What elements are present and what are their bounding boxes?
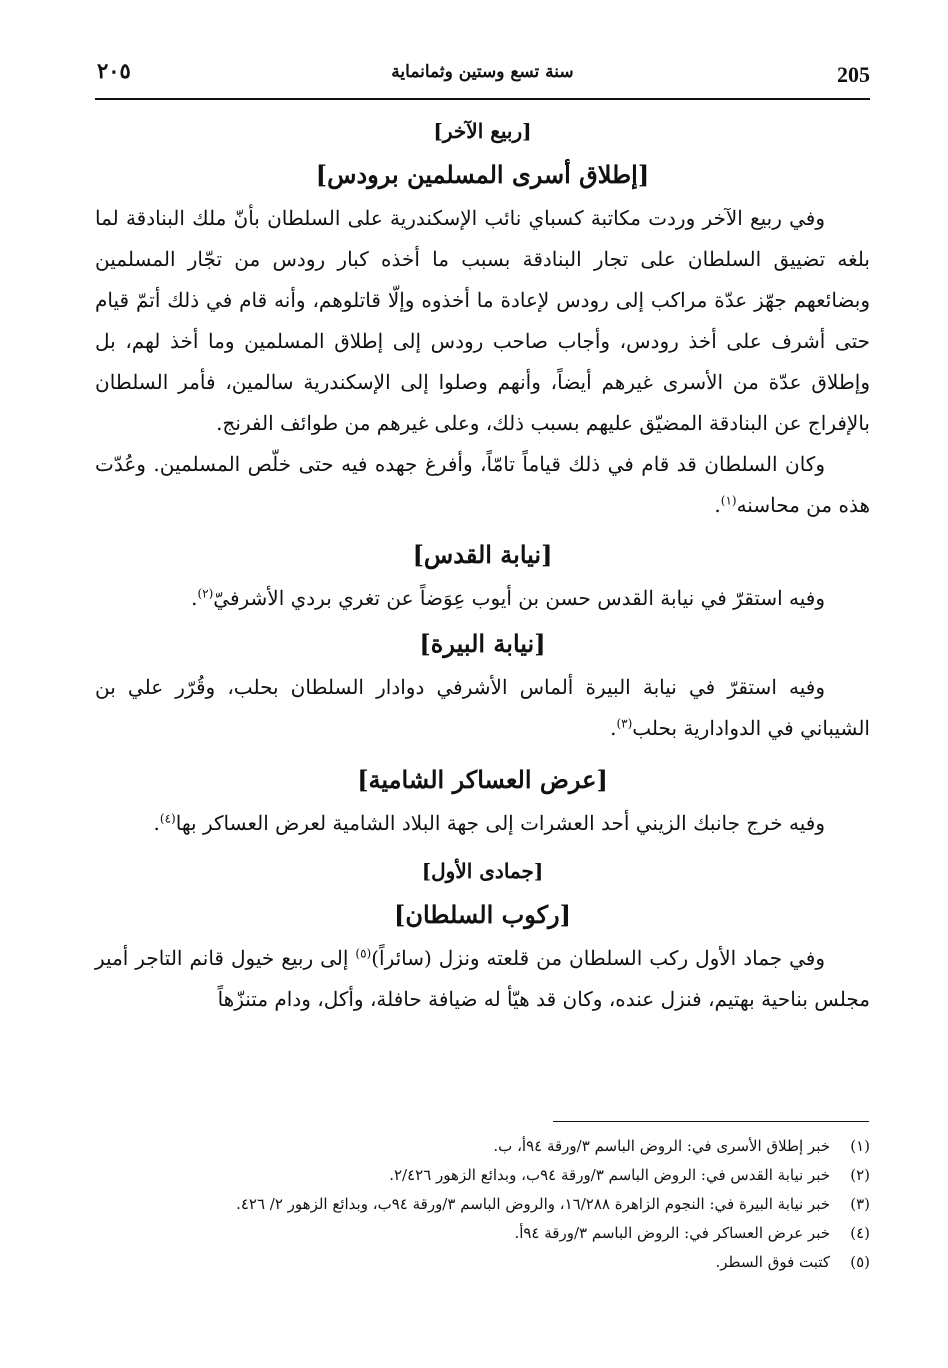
page-number-arabic: ٢٠٥: [97, 58, 131, 83]
section-heading-jerusalem: [نيابة القدس]: [412, 540, 553, 569]
footnote-ref-2[interactable]: (٢): [197, 586, 214, 601]
footnote-ref-1[interactable]: (١): [720, 493, 737, 508]
paragraph-end: .: [153, 811, 160, 835]
footnote-text: خبر نيابة القدس في: الروض الباسم ٣/ورقة ٩٤ب، وبدائع الزهور ٢/٤٢٦.: [389, 1166, 830, 1184]
main-text: [95, 110, 870, 1020]
footnote-1: [95, 1132, 870, 1161]
footnote-4: [95, 1219, 870, 1248]
paragraph-text: وفيه استقرّ في نيابة القدس حسن بن أيوب عِوَضاً عن تغري بردي الأشرفيّ: [213, 586, 825, 610]
section-heading-syrian-troops: [عرض العساكر الشامية]: [357, 765, 608, 794]
footnote-ref-3[interactable]: (٣): [616, 716, 633, 731]
paragraph-text: وفيه خرج جانبك الزيني أحد العشرات إلى جهة البلاد الشامية لعرض العساكر بها: [175, 811, 825, 835]
paragraph-sultan-ride: [95, 938, 870, 1020]
footnotes: [95, 1132, 870, 1277]
paragraph-jerusalem: [95, 578, 870, 619]
paragraph-end: .: [714, 493, 721, 517]
footnote-2: [95, 1161, 870, 1190]
month-heading-jumada-ula: [جمادى الأول]: [421, 859, 544, 883]
paragraph-text-start: وفي جماد الأول ركب السلطان من قلعته ونزل (سائراً): [371, 946, 825, 970]
page-header: [95, 54, 870, 100]
paragraph-sultan-effort: [95, 444, 870, 526]
footnote-number: (٢): [850, 1166, 870, 1184]
page-number-latin: 205: [837, 62, 870, 87]
footnote-text: خبر عرض العساكر في: الروض الباسم ٣/ورقة ٩٤أ.: [514, 1224, 830, 1242]
section-heading-rhodes-prisoners: [إطلاق أسرى المسلمين برودس]: [315, 160, 650, 189]
paragraph-text-rest: إلى ربيع خيول قانم التاجر أمير مجلس بناحية بهتيم، فنزل عنده، وكان قد هيّأ له ضيافة حافلة، وأكل، ودام متنزّهاً: [95, 946, 870, 1011]
footnote-ref-5[interactable]: (٥): [355, 946, 372, 961]
paragraph-syrian-troops: [95, 803, 870, 844]
footnote-text: خبر إطلاق الأسرى في: الروض الباسم ٣/ورقة ٩٤أ، ب.: [493, 1137, 830, 1155]
footnote-number: (١): [850, 1137, 870, 1155]
running-title: سنة تسع وستين وثمانماية: [391, 62, 574, 82]
paragraph-end: .: [610, 716, 617, 740]
footnote-number: (٤): [850, 1224, 870, 1242]
section-heading-bira: [نيابة البيرة]: [419, 629, 546, 658]
footnote-number: (٥): [850, 1253, 870, 1271]
footnote-5: [95, 1248, 870, 1277]
paragraph-text: وكان السلطان قد قام في ذلك قياماً تامّاً، وأفرغ جهده فيه حتى خلّص المسلمين. وعُدّت هذه من محاسنه: [95, 452, 870, 517]
footnote-number: (٣): [850, 1195, 870, 1213]
paragraph-bira: [95, 667, 870, 749]
footnote-3: [95, 1190, 870, 1219]
footnote-text: كتبت فوق السطر.: [715, 1253, 830, 1271]
paragraph-rhodes: وفي ربيع الآخر وردت مكاتبة كسباي نائب الإسكندرية على السلطان بأنّ ملك البنادقة لما بلغه تضييق السلطان على تجار البنادقة بسبب ما أخذه كبار رودس من تجّار المسلمين وبضائعهم جهّز عدّة مراكب إلى رودس لإعادة ما أخذوه وإلّا قاتلوهم، وأنه قام في ذلك أتمّ قيام حتى أشرف على أخذ رودس، وأجاب صاحب رودس إلى إطلاق المسلمين وما أخذ لهم، بل وإطلاق عدّة من الأسرى غيرهم أيضاً، وأنهم وصلوا إلى الإسكندرية سالمين، فأمر السلطان بالإفراج عن البنادقة المضيّق عليهم بسبب ذلك، وعلى غيرهم من طوائف الفرنج.: [95, 206, 870, 435]
paragraph-text: وفيه استقرّ في نيابة البيرة ألماس الأشرفي دوادار السلطان بحلب، وقُرّر علي بن الشيباني في الدوادارية بحلب: [95, 675, 870, 740]
footnote-text: خبر نيابة البيرة في: النجوم الزاهرة ١٦/٢٨٨، والروض الباسم ٣/ورقة ٩٤ب، وبدائع الزهور ٢/ ٤٢٦.: [236, 1195, 830, 1213]
paragraph-end: .: [191, 586, 198, 610]
footnote-ref-4[interactable]: (٤): [159, 811, 176, 826]
footnote-separator: [553, 1121, 869, 1122]
section-heading-sultan-ride: [ركوب السلطان]: [393, 900, 572, 929]
month-heading-rabi-akhir: [ربيع الآخر]: [433, 119, 532, 143]
